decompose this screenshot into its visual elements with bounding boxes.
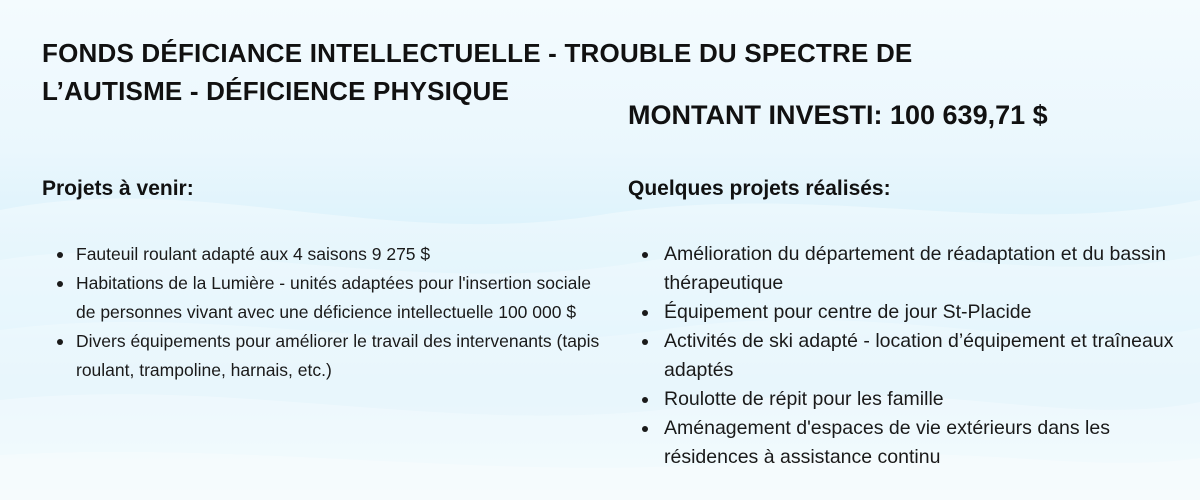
bullet-icon: [642, 426, 648, 432]
list-item: [628, 240, 1188, 298]
completed-projects-heading: Quelques projets réalisés:: [628, 177, 891, 200]
bullet-icon: [57, 252, 63, 258]
upcoming-projects-heading: Projets à venir:: [42, 177, 194, 200]
list-item-text: Fauteuil roulant adapté aux 4 saisons 9 275 $: [76, 244, 431, 264]
list-item: [628, 385, 1188, 414]
list-item: [42, 327, 602, 385]
bullet-icon: [642, 310, 648, 316]
list-item-text: Roulotte de répit pour les famille: [664, 388, 944, 410]
bullet-icon: [57, 339, 63, 345]
bullet-icon: [642, 397, 648, 403]
completed-projects-list: [628, 240, 1188, 472]
bullet-icon: [642, 339, 648, 345]
upcoming-projects-list: [42, 240, 602, 385]
upcoming-projects-section: [42, 172, 602, 385]
list-item-text: Divers équipements pour améliorer le travail des intervenants (tapis roulant, trampoline, harnais, etc.): [76, 331, 600, 380]
amount-invested: MONTANT INVESTI: 100 639,71 $: [628, 100, 1048, 130]
list-item-text: Habitations de la Lumière - unités adaptées pour l'insertion sociale de personnes vivant avec une déficience intellectuelle 100 000 $: [76, 273, 592, 322]
bullet-icon: [642, 252, 648, 258]
list-item-text: Amélioration du département de réadaptation et du bassin thérapeutique: [664, 243, 1166, 294]
list-item: [628, 327, 1188, 385]
list-item: [42, 240, 602, 269]
list-item: [628, 414, 1188, 472]
list-item-text: Aménagement d'espaces de vie extérieurs dans les résidences à assistance continu: [664, 417, 1110, 468]
list-item-text: Équipement pour centre de jour St-Placide: [664, 301, 1032, 323]
list-item: [628, 298, 1188, 327]
fund-title: FONDS DÉFICIANCE INTELLECTUELLE - TROUBLE DU SPECTRE DE L’AUTISME - DÉFICIENCE PHYSIQUE: [42, 38, 913, 106]
completed-projects-section: [628, 172, 1188, 472]
list-item: [42, 269, 602, 327]
bullet-icon: [57, 281, 63, 287]
list-item-text: Activités de ski adapté - location d’équipement et traîneaux adaptés: [664, 330, 1174, 381]
